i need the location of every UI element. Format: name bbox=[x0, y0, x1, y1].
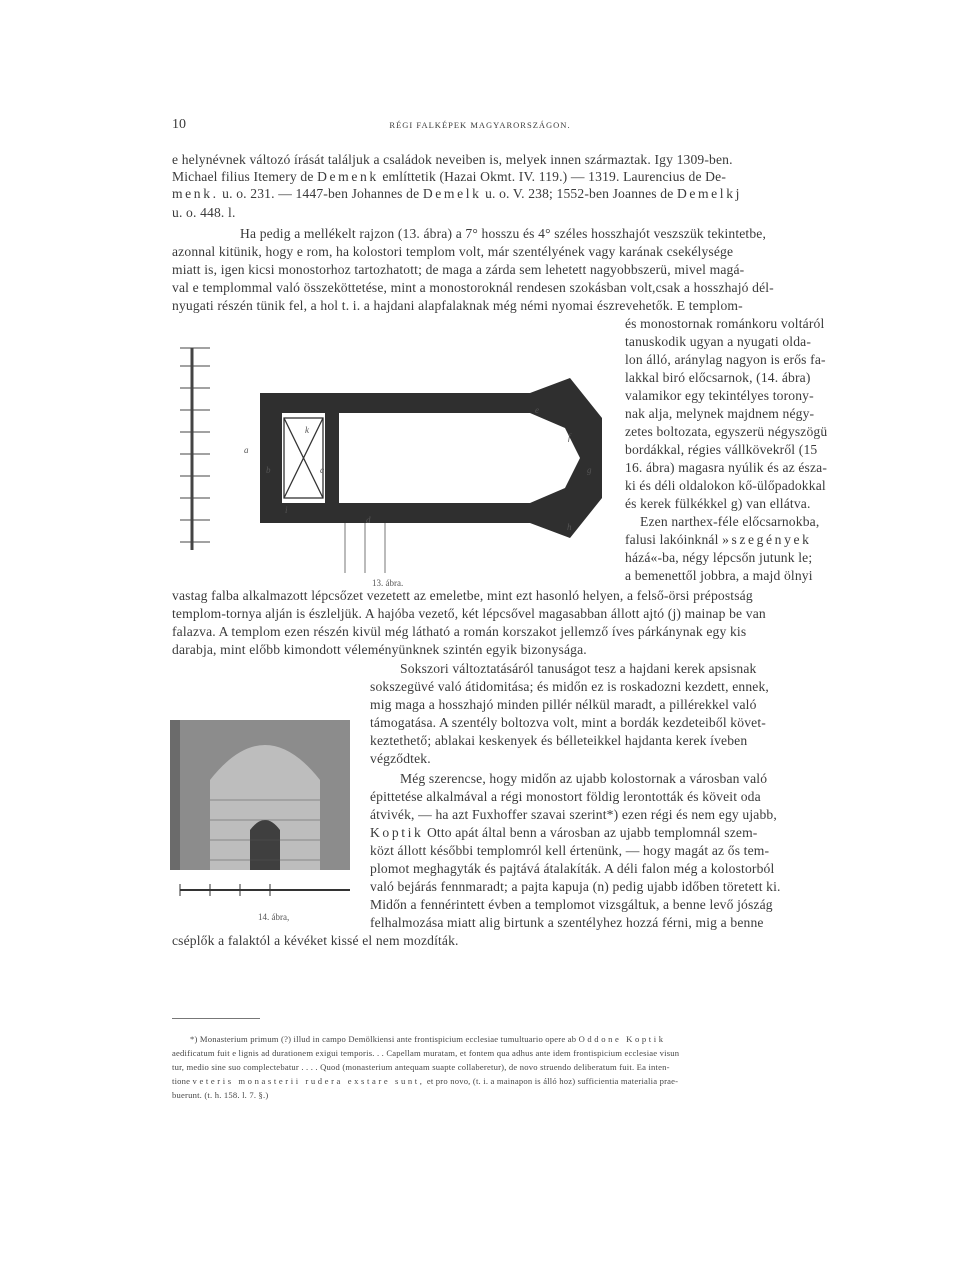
text-line: zetes boltozata, egyszerü négyszögü bbox=[625, 424, 828, 439]
text-line: plomot meghagyták és pajtává átalakíták. A déli falon még a kolostorból bbox=[370, 861, 775, 876]
text-line: Koptik Otto apát által benn a városban az ujabb templomnál szem- bbox=[370, 825, 758, 840]
running-header: RÉGI FALKÉPEK MAGYARORSZÁGON. bbox=[389, 120, 571, 130]
text-line: bordákkal, régies vállkövekről (15 bbox=[625, 442, 818, 457]
text-line: a bemenettől jobbra, a majd ölnyi bbox=[625, 568, 813, 583]
text-line: támogatása. A szentély boltozva volt, mint a bordák kezdeteiből követ- bbox=[370, 715, 766, 730]
page-number: 10 bbox=[172, 117, 186, 132]
figure-14-vault-drawing bbox=[170, 710, 360, 930]
figure-label: b bbox=[266, 465, 271, 475]
text-line: és monostornak románkoru voltáról bbox=[625, 316, 825, 331]
text-line: darabja, mint előbb kimondott véleményünknek szintén egyik bizonysága. bbox=[172, 642, 587, 657]
text-line: val e templommal való összeköttetése, mint a monostoroknál rendesen szokásban volt,csak a hosszhajó dél- bbox=[172, 280, 774, 295]
figure-label: c bbox=[320, 465, 324, 475]
figure-label: g bbox=[587, 465, 592, 475]
text-line: lakkal biró előcsarnok, (14. ábra) bbox=[625, 370, 811, 385]
text-line: menk. u. o. 231. — 1447-ben Johannes de Demelk u. o. V. 238; 1552-ben Joannes de Demelkj bbox=[172, 186, 742, 201]
text-line: miatt is, igen kicsi monostorhoz tartozhatott; de maga a zárda sem lehetett nagyobbszerü, mivel magá- bbox=[172, 262, 745, 277]
text-line: Még szerencse, hogy midőn az ujabb kolostornak a városban való bbox=[400, 771, 768, 786]
text-line: templom-tornya alján is észleljük. A hajóba vezető, két lépcsővel magasabban állott ajtó (j) mainap be van bbox=[172, 606, 766, 621]
figure-label: k bbox=[305, 425, 309, 435]
text-line: u. o. 448. l. bbox=[172, 205, 236, 220]
text-line: Ezen narthex-féle előcsarnokba, bbox=[640, 514, 820, 529]
text-line: lon álló, aránylag nagyon is erős fa- bbox=[625, 352, 826, 367]
text-line: ki és déli oldalokon kő-ülőpadokkal bbox=[625, 478, 826, 493]
text-line: keztethető; ablakai keskenyek és bélleteikkel hajdanta kerek íveben bbox=[370, 733, 748, 748]
text-line: tanuskodik ugyan a nyugati olda- bbox=[625, 334, 812, 349]
text-line: sokszegüvé való átidomitása; és midőn ez is roskadozni kezdett, ennek, bbox=[370, 679, 769, 694]
text-line: falazva. A templom ezen részén kivül még látható a román korszakot jellemző íves párkánynak egy kis bbox=[172, 624, 747, 639]
text-line: nyugati részén tünik fel, a hol t. i. a hajdani alapfalaknak még némi nyomai észrevehetők. E templom- bbox=[172, 298, 743, 313]
text-line: és kerek fülkékkel g) van ellátva. bbox=[625, 496, 811, 511]
text-line: épittetése alkalmával a régi monostort földig lerontották és köveit oda bbox=[370, 789, 761, 804]
figure-14-caption: 14. ábra, bbox=[258, 912, 290, 922]
text-line: azonnal kitünik, hogy e rom, ha kolostori templom volt, már szentélyének vagy karának csekélysége bbox=[172, 244, 734, 259]
text-line: Ha pedig a mellékelt rajzon (13. ábra) a 7° hosszu és 4° széles hosszhajót veszszük tekintetbe, bbox=[240, 226, 767, 241]
figure-label: i bbox=[285, 505, 288, 515]
text-line: valamikor egy tekintélyes torony- bbox=[625, 388, 814, 403]
footnote-line: buerunt. (t. h. 158. l. 7. §.) bbox=[172, 1090, 269, 1100]
text-line: vastag falba alkalmazott lépcsőzet vezetett az emeletbe, mint ezt hasonló helyen, a felső-örsi prépostság bbox=[172, 588, 753, 603]
text-line: Michael filius Itemery de Demenk említtetik (Hazai Okmt. IV. 119.) — 1319. Laurencius de De- bbox=[172, 169, 727, 184]
text-line: e helynévnek változó írását találjuk a családok neveiben is, melyek innen származtak. Igy 1309-ben. bbox=[172, 152, 733, 167]
figure-label: h bbox=[567, 522, 572, 532]
figure-label: e bbox=[535, 405, 539, 415]
text-line: Sokszori változtatásáról tanuságot tesz a hajdani kerek apsisnak bbox=[400, 661, 757, 676]
text-line: Midőn a fennérintett évben a templomot vizsgáltuk, a benne levő jószág bbox=[370, 897, 773, 912]
footnote-line: tur, medio sine suo complectebatur . . . . Quod (monasterium antequam suapte collaberetur), de novo struendo deliberatum fuit. Ea inten- bbox=[172, 1062, 670, 1072]
text-line: mig maga a hosszhajó minden pillér nélkül maradt, a pillérekkel való bbox=[370, 697, 757, 712]
footnote-line: *) Monasterium primum (?) illud in campo Demölkiensi ante frontispicium ecclesiae tumultuario opere ab Oddone Koptik bbox=[190, 1034, 666, 1044]
figure-label: a bbox=[244, 445, 249, 455]
text-line: átvivék, — ha azt Fuxhoffer szavai szerint*) ezen régi és nem egy ujabb, bbox=[370, 807, 777, 822]
text-line: falusi lakóinknál »szegények bbox=[625, 532, 812, 547]
text-line: felhalmozása miatt alig birtunk a szentélyhez hozzá férni, mig a benne bbox=[370, 915, 764, 930]
figure-label: f bbox=[568, 432, 571, 442]
figure-13-ground-plan bbox=[170, 318, 610, 588]
figure-label: d bbox=[366, 515, 371, 525]
footnote-rule bbox=[172, 1018, 260, 1019]
text-line: cséplők a falaktól a kévéket kissé el nem mozdíták. bbox=[172, 933, 459, 948]
footnote-line: aedificatum fuit e lignis ad durationem exigui temporis. . . Capellam muratam, et fontem qua adhus ante idem frontispicium ecclesiae visun bbox=[172, 1048, 680, 1058]
text-line: 16. ábra) magasra nyúlik és az észa- bbox=[625, 460, 828, 475]
text-line: házá«-ba, négy lépcsőn jutunk le; bbox=[625, 550, 813, 565]
footnote-line: tione veteris monasterii rudera exstare sunt, et pro novo, (t. i. a mainapon is álló hoz) sufficientia materialia prae- bbox=[172, 1076, 679, 1086]
text-line: közt állott későbbi templomról kell értenünk, — hogy magát az ős tem- bbox=[370, 843, 770, 858]
text-line: nak alja, melynek majdnem négy- bbox=[625, 406, 815, 421]
text-line: való bejárás fennmaradt; a pajta kapuja (n) pedig ujabb időben töretett ki. bbox=[370, 879, 781, 894]
text-line: végződtek. bbox=[370, 751, 431, 766]
figure-13-caption: 13. ábra. bbox=[372, 578, 404, 588]
